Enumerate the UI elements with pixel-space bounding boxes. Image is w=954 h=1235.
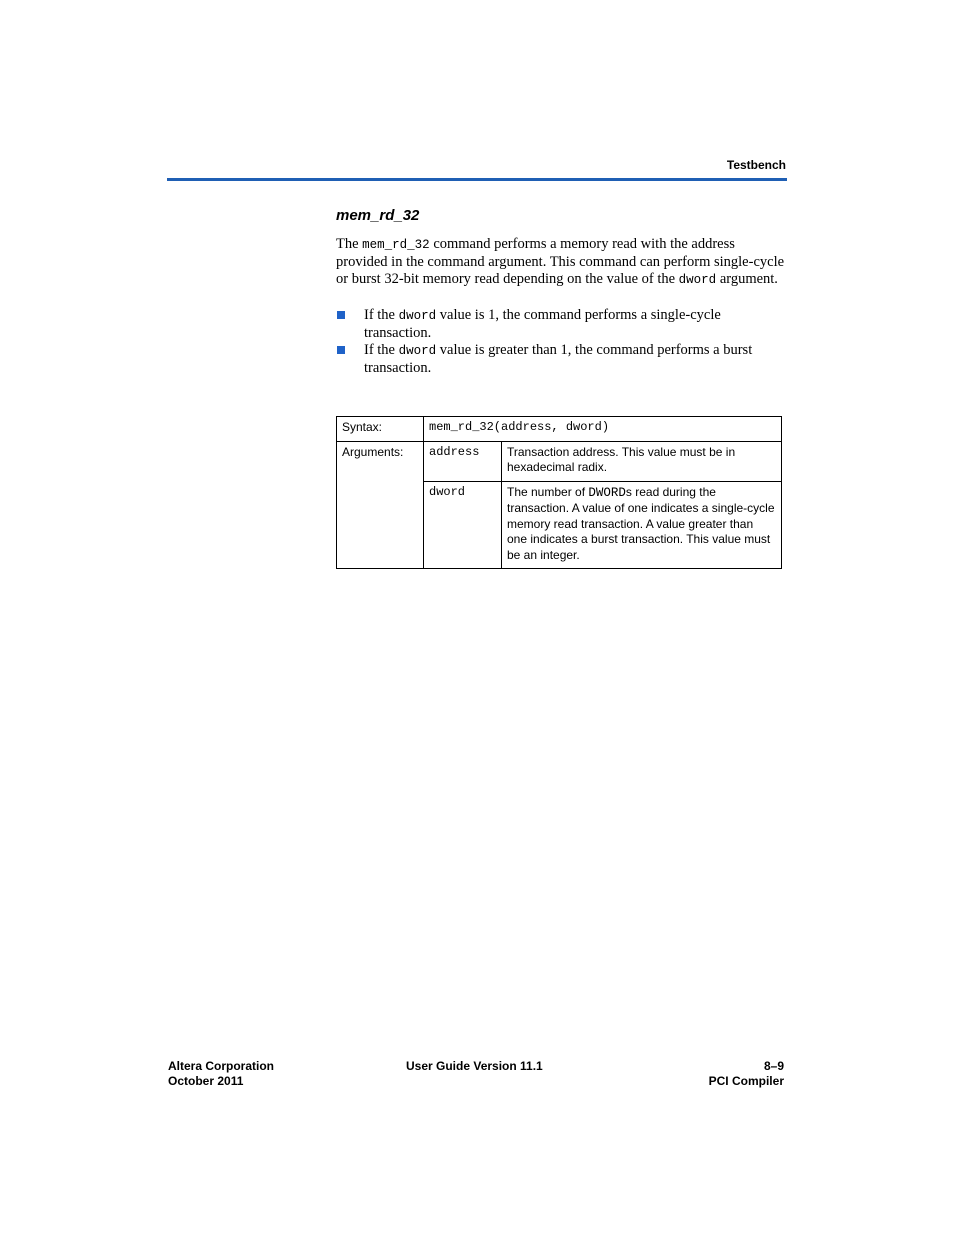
arg-desc-text: Transaction address. This value must be in hexadecimal radix. <box>507 444 736 474</box>
intro-text-2: command performs a memory read with the address provided in the command argument. This command can perform single-cycle or burst 32-bit memory read depending on the value of the <box>336 236 785 287</box>
arg-name: address <box>424 441 502 481</box>
bullet-code: dword <box>398 309 437 323</box>
list-item <box>336 342 786 377</box>
bullet-square-icon <box>337 346 345 354</box>
footer-center <box>406 1059 543 1074</box>
footer-product: PCI Compiler <box>708 1074 784 1088</box>
arguments-label: Arguments: <box>337 441 424 569</box>
page-number: 8–9 <box>763 1059 784 1073</box>
intro-code-1: mem_rd_32 <box>362 238 430 252</box>
section-title: mem_rd_32 <box>336 207 420 224</box>
arg-description <box>502 441 782 481</box>
bullet-text: If the <box>364 307 399 323</box>
bullet-text: value is 1, the command performs a single-cycle transaction. <box>364 307 721 341</box>
footer-version: User Guide Version 11.1 <box>406 1059 543 1073</box>
bullet-list <box>336 307 786 377</box>
footer-left <box>168 1059 274 1089</box>
list-item <box>336 307 786 342</box>
footer-date: October 2011 <box>168 1074 244 1088</box>
intro-code-2: dword <box>678 273 717 287</box>
arg-desc-text: s read during the transaction. A value of one indicates a single-cycle memory read transaction. A value greater than one indicates a burst transaction. This value must be an integer. <box>507 484 775 562</box>
syntax-table <box>336 416 782 569</box>
arg-desc-code: DWORD <box>588 485 626 500</box>
footer-right <box>709 1059 784 1089</box>
header-rule <box>167 178 787 181</box>
arg-desc-text: The number of <box>507 484 589 499</box>
arg-description <box>502 481 782 569</box>
intro-paragraph <box>336 236 786 289</box>
syntax-value: mem_rd_32(address, dword) <box>424 417 782 442</box>
intro-text-3: argument. <box>716 271 778 287</box>
arg-name: dword <box>424 481 502 569</box>
bullet-text: If the <box>364 342 399 358</box>
intro-text-1: The <box>336 236 363 252</box>
table-row <box>337 417 782 442</box>
footer-company: Altera Corporation <box>168 1059 275 1073</box>
table-row <box>337 441 782 481</box>
bullet-square-icon <box>337 311 345 319</box>
running-header: Testbench <box>726 158 786 172</box>
bullet-code: dword <box>398 344 437 358</box>
main-content <box>336 206 786 377</box>
bullet-text: value is greater than 1, the command performs a burst transaction. <box>364 342 753 376</box>
syntax-label: Syntax: <box>337 417 424 442</box>
